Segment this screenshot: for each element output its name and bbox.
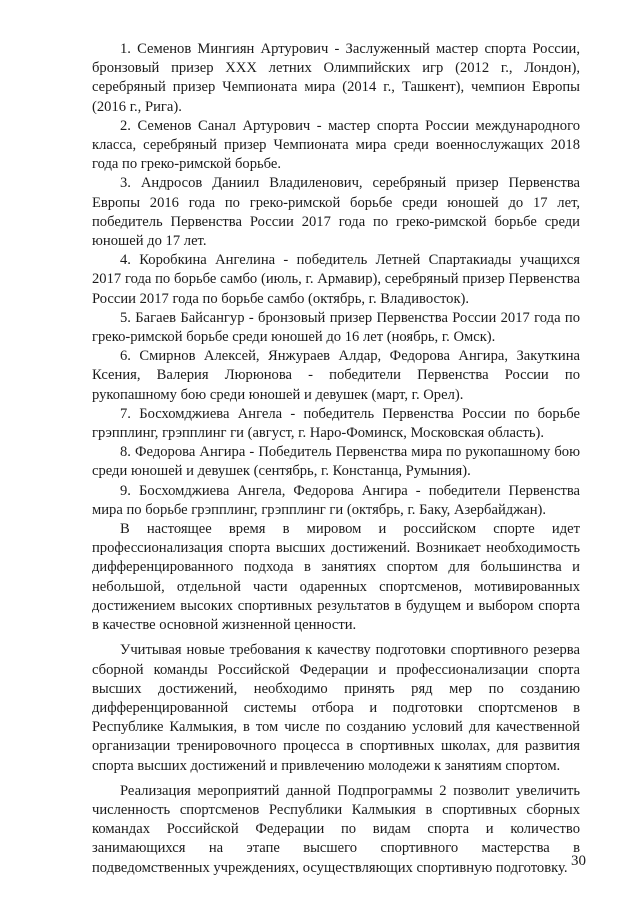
paragraph-professionalization: В настоящее время в мировом и российском спорте идет профессионализация спорта высших достижений. Возникает необходимость дифференцированного подхода в занятиях спортом для большинства и небольшой, отдельной части одаренных спортсменов, мотивированных достижением высоких спортивных результатов в будущем и выбором спорта в качестве основной жизненной ценности. [92, 521, 580, 634]
paragraph-athlete-1: 1. Семенов Мингиян Артурович - Заслуженный мастер спорта России, бронзовый призер XXX летних Олимпийских игр (2012 г., Лондон), серебряный призер Чемпионата мира (2014 г., Ташкент), чемпион Европы (2016 г., Рига). [92, 41, 580, 115]
paragraph-athlete-4: 4. Коробкина Ангелина - победитель Летней Спартакиады учащихся 2017 года по борьбе самбо (июль, г. Армавир), серебряный призер Первенства России 2017 года по борьбе самбо (октябрь, г. Владивосток). [92, 252, 580, 307]
paragraph-athlete-2: 2. Семенов Санал Артурович - мастер спорта России международного класса, серебряный призер Чемпионата мира среди военнослужащих 2018 года по греко-римской борьбе. [92, 117, 580, 173]
paragraph-athlete-9: 9. Босхомджиева Ангела, Федорова Ангира - победители Первенства мира по борьбе грэпплинг, грэпплинг ги (октябрь, г. Баку, Азербайджан). [92, 482, 580, 518]
page-number: 30 [571, 853, 586, 869]
paragraph-athlete-8: 8. Федорова Ангира - Победитель Первенства мира по рукопашному бою среди юношей и девушек (сентябрь, г. Констанца, Румыния). [92, 444, 580, 480]
paragraph-athlete-7: 7. Босхомджиева Ангела - победитель Первенства России по борьбе грэпплинг, грэпплинг ги (август, г. Наро-Фоминск, Московская область). [92, 405, 580, 442]
body-text [92, 40, 580, 878]
paragraph-athlete-3: 3. Андросов Даниил Владиленович, серебряный призер Первенства Европы 2016 года по греко-римской борьбе среди юношей до 17 лет, победитель Первенства России 2017 года по греко-римской борьбе среди юношей до 17 лет. [92, 175, 580, 250]
paragraph-requirements: Учитывая новые требования к качеству подготовки спортивного резерва сборной команды Российской Федерации и профессионализации спорта высших достижений, необходимо принять ряд мер по созданию дифференцированной системы отбора и подготовки спортсменов в Республике Калмыкия, в том числе по созданию условий для качественной организации тренировочного процесса в спортивных школах, для развития спорта высших достижений и привлечению молодежи к занятиям спортом. [92, 642, 580, 774]
paragraph-athlete-5: 5. Багаев Байсангур - бронзовый призер Первенства России 2017 года по греко-римской борьбе среди юношей до 16 лет (ноябрь, г. Омск). [92, 309, 580, 346]
paragraph-subprogram-2: Реализация мероприятий данной Подпрограммы 2 позволит увеличить численность спортсменов Республики Калмыкия в спортивных сборных командах Российской Федерации по видам спорта и количество занимающихся на этапе высшего спортивного мастерства в подведомственных учреждениях, осуществляющих спортивную подготовку. [92, 782, 580, 876]
paragraph-athlete-6: 6. Смирнов Алексей, Янжураев Алдар, Федорова Ангира, Закуткина Ксения, Валерия Люрюнова - победители Первенства России по рукопашному бою среди юношей и девушек (март, г. Орел). [92, 348, 580, 403]
